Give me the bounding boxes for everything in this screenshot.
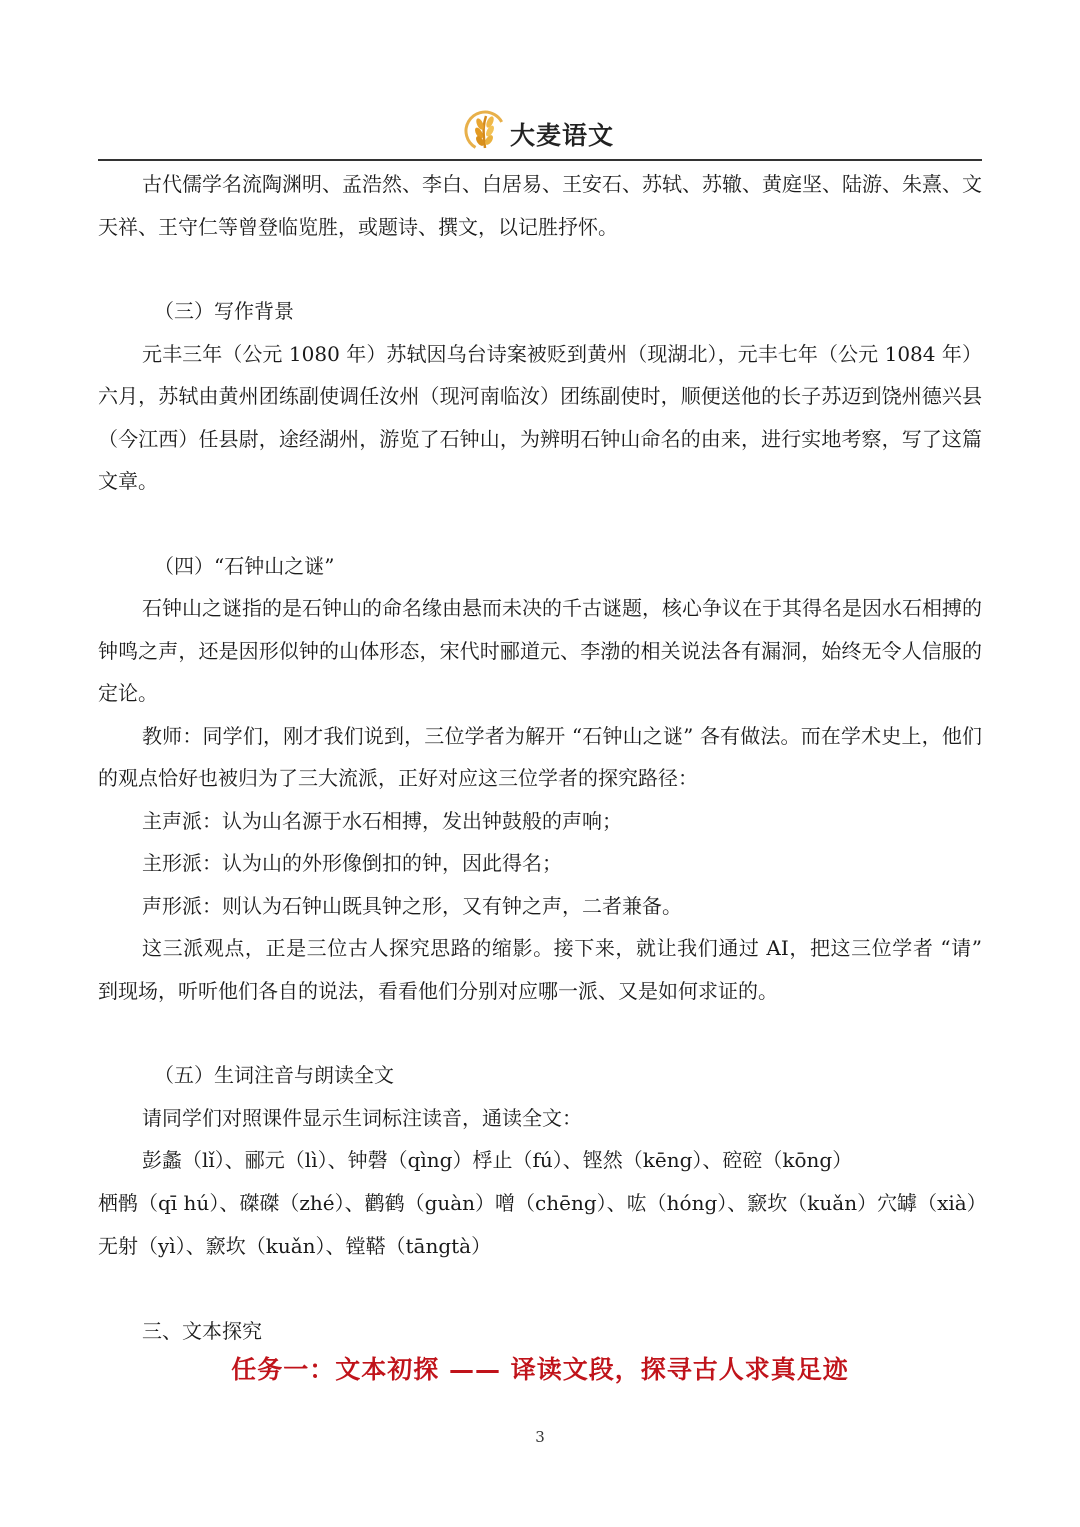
heading-text-exploration: 三、文本探究 (142, 1319, 262, 1343)
paragraph-scholars: 古代儒学名流陶渊明、孟浩然、李白、白居易、王安石、苏轼、苏辙、黄庭坚、陆游、朱熹、文天祥、王守仁等曾登临览胜，或题诗、撰文，以记胜抒怀。 (98, 172, 982, 239)
paragraph-mystery: 石钟山之谜指的是石钟山的命名缘由悬而未决的千古谜题，核心争议在于其得名是因水石相搏的钟鸣之声，还是因形似钟的山体形态，宋代时郦道元、李渤的相关说法各有漏洞，始终无令人信服的定论。 (98, 596, 982, 705)
pinyin-segment: 穴罅（xià） (877, 1191, 987, 1215)
wheat-logo-icon (462, 108, 508, 154)
paragraph-teacher: 教师：同学们，刚才我们说到，三位学者为解开 “石钟山之谜” 各有做法。而在学术史上，他们的观点恰好也被归为了三大流派，正好对应这三位学者的探究路径： (98, 723, 982, 790)
brand-name: 大麦语文 (510, 121, 615, 150)
heading-mystery: （四）“石钟山之谜” (154, 553, 335, 578)
task-title: 任务一：文本初探 —— 译读文段，探寻古人求真足迹 (231, 1355, 849, 1384)
heading-writing-background: （三）写作背景 (154, 299, 294, 323)
paragraph-vocabulary-intro: 请同学们对照课件显示生词标注读音，通读全文： (142, 1105, 582, 1130)
page-header (0, 104, 1080, 160)
page-number: 3 (535, 1428, 545, 1446)
paragraph-sound-school: 主声派：认为山名源于水石相搏，发出钟鼓般的声响； (142, 808, 622, 833)
paragraph-ai-intro: 这三派观点，正是三位古人探究思路的缩影。接下来，就让我们通过 AI，把这三位学者 “请” 到现场，听听他们各自的说法，看看他们分别对应哪一派、又是如何求证的。 (98, 936, 982, 1003)
pinyin-segment: 栖鹘（qī hú）、磔磔（zhé）、鹳鹤（guàn）噌（chēng）、吰（hóng）、窾坎（kuǎn） (98, 1191, 878, 1215)
document-body (98, 163, 987, 1353)
paragraph-sound-shape-school: 声形派：则认为石钟山既具钟之形，又有钟之声，二者兼备。 (142, 893, 682, 918)
pinyin-line: 彭蠡（lǐ）、郦元（lì）、钟磬（qìng）桴止（fú）、铿然（kēng）、硿硿（kōng） (142, 1148, 853, 1172)
pinyin-line: 无射（yì）、窾坎（kuǎn）、镗鞳（tāngtà） (98, 1234, 492, 1258)
paragraph-shape-school: 主形派：认为山的外形像倒扣的钟，因此得名； (142, 851, 562, 875)
heading-vocabulary: （五）生词注音与朗读全文 (154, 1063, 394, 1087)
brand-logo (462, 104, 632, 160)
header-divider (98, 159, 982, 161)
paragraph-background: 元丰三年（公元 1080 年）苏轼因乌台诗案被贬到黄州（现湖北），元丰七年（公元 1084 年）六月，苏轼由黄州团练副使调任汝州（现河南临汝）团练副使时，顺便送他的长子苏迈到饶州德兴县（今江西）任县尉，途经湖州，游览了石钟山，为辨明石钟山命名的由来，进行实地考察，写了这篇文章。 (98, 341, 982, 493)
pinyin-line (98, 1182, 987, 1225)
